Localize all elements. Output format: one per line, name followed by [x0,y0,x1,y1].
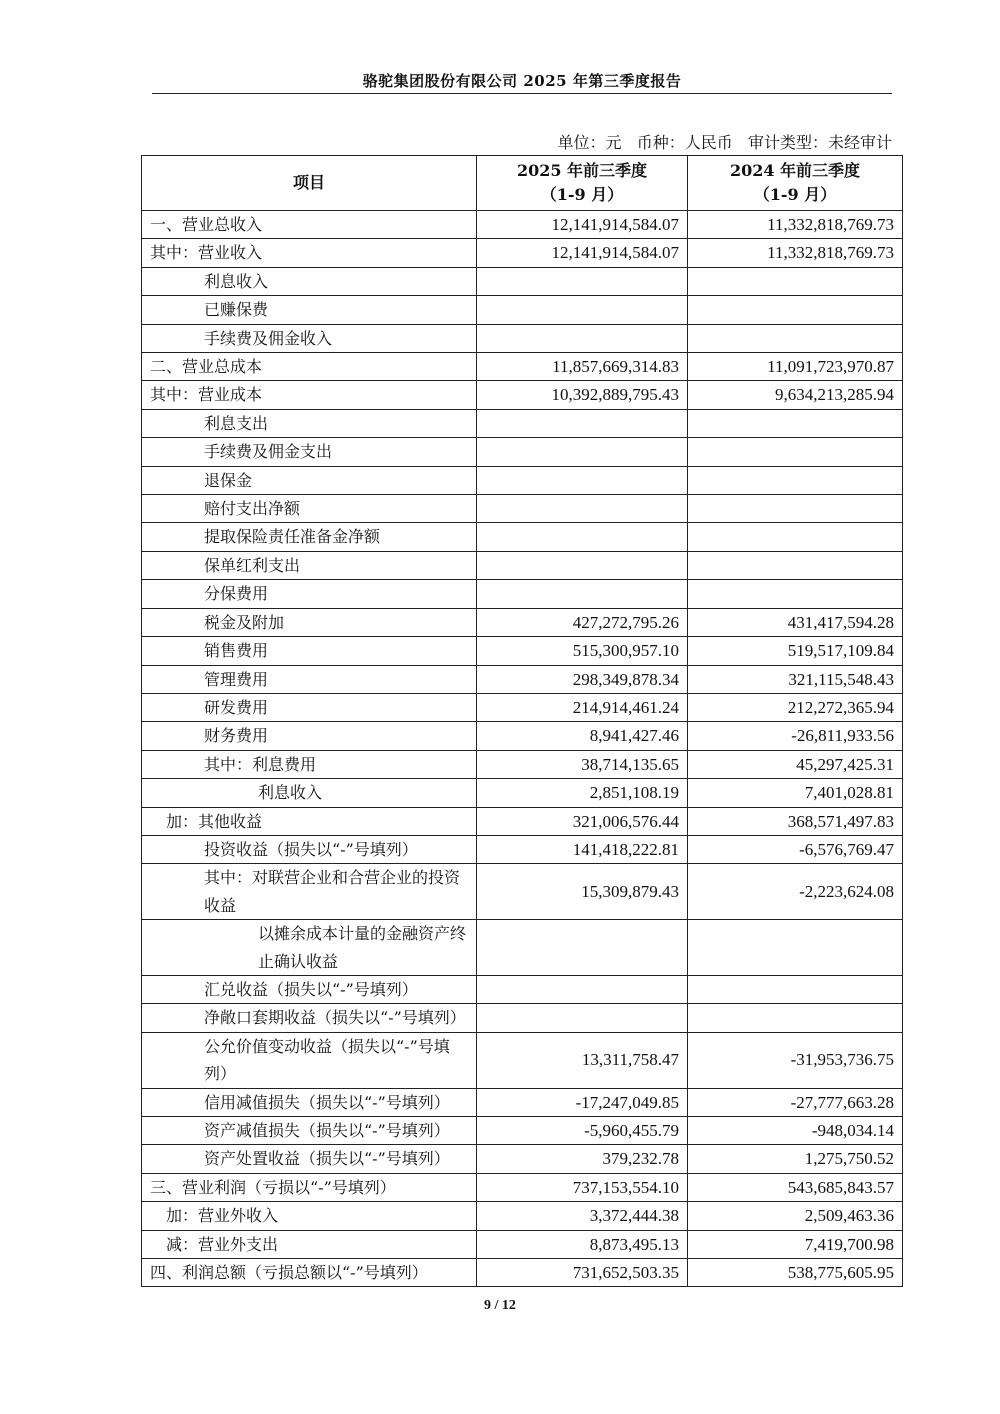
value-2024 [688,523,903,551]
row-label: 赔付支出净额 [142,495,477,523]
row-label: 其中：对联营企业和合营企业的投资收益 [142,864,477,920]
value-2025 [477,975,688,1003]
row-label: 财务费用 [142,722,477,750]
table-row [142,693,903,721]
value-2024: 11,332,818,769.73 [688,239,903,267]
table-row [142,1202,903,1230]
table-row [142,1230,903,1258]
value-2024: 1,275,750.52 [688,1145,903,1173]
row-label: 公允价值变动收益（损失以“-”号填列） [142,1032,477,1088]
value-2025: 737,153,554.10 [477,1173,688,1201]
value-2025 [477,523,688,551]
value-2024 [688,438,903,466]
row-label: 利息支出 [142,409,477,437]
value-2025 [477,580,688,608]
value-2024: 519,517,109.84 [688,637,903,665]
value-2024: 11,091,723,970.87 [688,353,903,381]
value-2024: -948,034.14 [688,1117,903,1145]
value-2024: -31,953,736.75 [688,1032,903,1088]
table-row [142,580,903,608]
value-2024: 7,401,028.81 [688,779,903,807]
row-label: 其中：营业收入 [142,239,477,267]
value-2024: 538,775,605.95 [688,1259,903,1287]
table-row [142,523,903,551]
row-label: 分保费用 [142,580,477,608]
table-row [142,381,903,409]
value-2024: -27,777,663.28 [688,1088,903,1116]
table-row [142,409,903,437]
col-2024-header-line2: （1-9 月） [753,185,837,204]
col-2024-header-line1: 2024 年前三季度 [729,161,861,180]
table-row [142,296,903,324]
table-row [142,722,903,750]
row-label: 一、营业总收入 [142,211,477,239]
row-label: 投资收益（损失以“-”号填列） [142,835,477,863]
row-label: 退保金 [142,466,477,494]
value-2024 [688,551,903,579]
value-2025: 12,141,914,584.07 [477,211,688,239]
col-2025-header [477,156,688,211]
value-2024 [688,580,903,608]
row-label: 保单红利支出 [142,551,477,579]
row-label: 三、营业利润（亏损以“-”号填列） [142,1173,477,1201]
table-row [142,353,903,381]
table-row [142,1259,903,1287]
table-row [142,864,903,920]
value-2025: 12,141,914,584.07 [477,239,688,267]
table-row [142,438,903,466]
value-2025: 731,652,503.35 [477,1259,688,1287]
page-header: 骆驼集团股份有限公司 2025 年第三季度报告 [362,72,682,90]
table-row [142,239,903,267]
col-2025-header-line2: （1-9 月） [540,185,624,204]
value-2025: 321,006,576.44 [477,807,688,835]
value-2024: 431,417,594.28 [688,608,903,636]
row-label: 四、利润总额（亏损总额以“-”号填列） [142,1259,477,1287]
table-row [142,779,903,807]
row-label: 减：营业外支出 [142,1230,477,1258]
row-label: 税金及附加 [142,608,477,636]
row-label: 其中：利息费用 [142,750,477,778]
value-2024: 543,685,843.57 [688,1173,903,1201]
value-2024: 321,115,548.43 [688,665,903,693]
value-2025 [477,466,688,494]
row-label: 资产处置收益（损失以“-”号填列） [142,1145,477,1173]
table-row [142,466,903,494]
value-2025: 10,392,889,795.43 [477,381,688,409]
page-number: 9 / 12 [484,1298,516,1313]
value-2025: 11,857,669,314.83 [477,353,688,381]
value-2024 [688,495,903,523]
value-2024 [688,267,903,295]
value-2025 [477,551,688,579]
value-2025: -5,960,455.79 [477,1117,688,1145]
table-row [142,1117,903,1145]
value-2024 [688,920,903,976]
value-2025: 427,272,795.26 [477,608,688,636]
value-2025 [477,324,688,352]
value-2025 [477,296,688,324]
row-label: 加：其他收益 [142,807,477,835]
value-2025: 38,714,135.65 [477,750,688,778]
row-label: 以摊余成本计量的金融资产终止确认收益 [142,920,477,976]
table-row [142,324,903,352]
row-label: 利息收入 [142,267,477,295]
table-row [142,665,903,693]
value-2024: -6,576,769.47 [688,835,903,863]
table-row [142,495,903,523]
value-2024 [688,975,903,1003]
value-2025: 214,914,461.24 [477,693,688,721]
row-label: 管理费用 [142,665,477,693]
table-row [142,920,903,976]
table-row [142,807,903,835]
value-2024 [688,1004,903,1032]
table-row [142,1173,903,1201]
unit-line: 单位：元 币种：人民币 审计类型：未经审计 [557,133,892,152]
row-label: 汇兑收益（损失以“-”号填列） [142,975,477,1003]
value-2025: 141,418,222.81 [477,835,688,863]
table-row [142,637,903,665]
row-label: 销售费用 [142,637,477,665]
value-2025: 13,311,758.47 [477,1032,688,1088]
table-row [142,975,903,1003]
value-2025: 15,309,879.43 [477,864,688,920]
value-2025 [477,1004,688,1032]
row-label: 其中：营业成本 [142,381,477,409]
value-2025: -17,247,049.85 [477,1088,688,1116]
value-2025 [477,920,688,976]
value-2025: 2,851,108.19 [477,779,688,807]
value-2024: 212,272,365.94 [688,693,903,721]
row-label: 净敞口套期收益（损失以“-”号填列） [142,1004,477,1032]
value-2025: 8,873,495.13 [477,1230,688,1258]
value-2024: 368,571,497.83 [688,807,903,835]
value-2024: 7,419,700.98 [688,1230,903,1258]
value-2025: 298,349,878.34 [477,665,688,693]
header-rule [152,93,892,94]
value-2025: 8,941,427.46 [477,722,688,750]
value-2024 [688,296,903,324]
value-2024 [688,324,903,352]
value-2024: -26,811,933.56 [688,722,903,750]
value-2024: 45,297,425.31 [688,750,903,778]
table-header-row [142,156,903,211]
table-row [142,211,903,239]
row-label: 已赚保费 [142,296,477,324]
value-2025 [477,438,688,466]
value-2025: 379,232.78 [477,1145,688,1173]
table-row [142,835,903,863]
col-2024-header [688,156,903,211]
row-label: 提取保险责任准备金净额 [142,523,477,551]
table-row [142,1088,903,1116]
value-2024: -2,223,624.08 [688,864,903,920]
income-statement-table [141,155,903,1287]
value-2024: 11,332,818,769.73 [688,211,903,239]
row-label: 加：营业外收入 [142,1202,477,1230]
value-2025 [477,495,688,523]
value-2025 [477,409,688,437]
table-row [142,551,903,579]
row-label: 研发费用 [142,693,477,721]
item-header: 项目 [142,156,477,211]
value-2024: 9,634,213,285.94 [688,381,903,409]
row-label: 利息收入 [142,779,477,807]
value-2024 [688,466,903,494]
table-row [142,1032,903,1088]
row-label: 资产减值损失（损失以“-”号填列） [142,1117,477,1145]
table-row [142,608,903,636]
table-row [142,1145,903,1173]
value-2025: 3,372,444.38 [477,1202,688,1230]
value-2025: 515,300,957.10 [477,637,688,665]
table-row [142,1004,903,1032]
col-2025-header-line1: 2025 年前三季度 [516,161,648,180]
value-2024: 2,509,463.36 [688,1202,903,1230]
row-label: 手续费及佣金收入 [142,324,477,352]
row-label: 信用减值损失（损失以“-”号填列） [142,1088,477,1116]
row-label: 手续费及佣金支出 [142,438,477,466]
row-label: 二、营业总成本 [142,353,477,381]
table-row [142,267,903,295]
value-2025 [477,267,688,295]
table-row [142,750,903,778]
value-2024 [688,409,903,437]
